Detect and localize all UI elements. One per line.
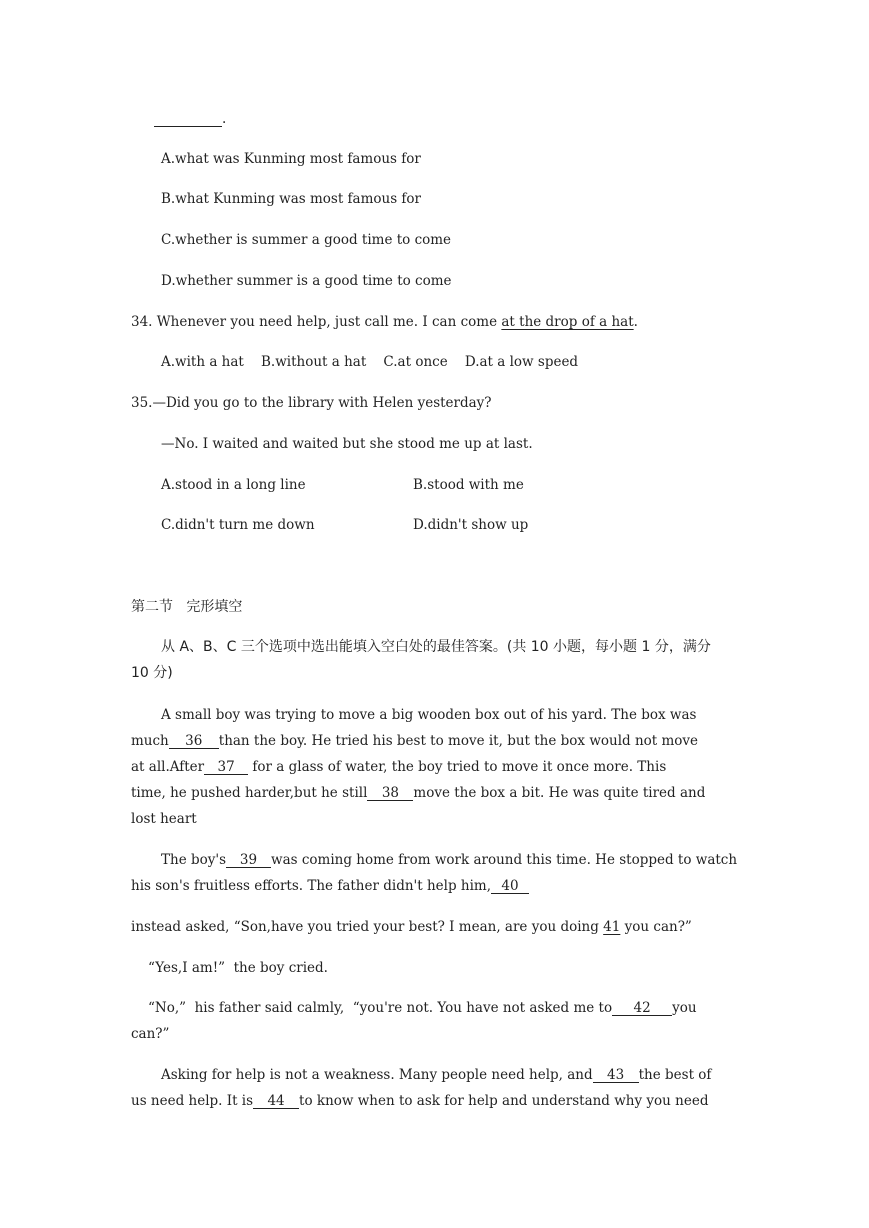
text-segment: for a glass of water, the boy tried to move it once more. This	[248, 759, 667, 775]
cloze-p6-line2	[131, 1092, 708, 1110]
blank-38: 38	[367, 786, 413, 801]
cloze-p1-line3	[131, 758, 666, 776]
section-title: 第二节 完形填空	[131, 599, 243, 615]
q34-suffix: .	[633, 314, 638, 330]
blank-37: 37	[204, 760, 248, 775]
text-segment: The boy's	[161, 852, 227, 868]
text-segment: at all.After	[131, 759, 205, 775]
text-segment: the best of	[638, 1067, 712, 1083]
q33-option-a: A.what was Kunming most famous for	[161, 151, 421, 167]
cloze-p1-line5: lost heart	[131, 811, 197, 827]
q34-stem	[131, 313, 638, 331]
text-segment: you	[672, 1000, 697, 1016]
q35-stem: 35.—Did you go to the library with Helen yesterday?	[131, 395, 492, 411]
text-segment: was coming home from work around this time. He stopped to watch	[271, 852, 738, 868]
text-segment: to know when to ask for help and understand why you need	[299, 1093, 709, 1109]
cloze-p2-line1	[161, 851, 737, 869]
blank-36: 36	[169, 734, 219, 749]
q35-option-c: C.didn't turn me down	[161, 517, 315, 533]
blank-40: 40	[491, 879, 529, 894]
section-instructions-cont: 10 分)	[131, 665, 173, 681]
text-segment: you can?”	[620, 919, 692, 935]
text-segment: his son's fruitless efforts. The father didn't help him,	[131, 878, 491, 894]
text-segment: than the boy. He tried his best to move it, but the box would not move	[218, 733, 699, 749]
blank-44: 44	[253, 1094, 299, 1109]
q33-option-c: C.whether is summer a good time to come	[161, 232, 452, 248]
cloze-p4: “Yes,I am!” the boy cried.	[148, 960, 328, 976]
text-segment: instead asked, “Son,have you tried your best? I mean, are you doing	[131, 919, 604, 935]
cloze-p5-line2: can?”	[131, 1026, 170, 1042]
text-segment: move the box a bit. He was quite tired and	[413, 785, 706, 801]
q33-option-b: B.what Kunming was most famous for	[161, 191, 422, 207]
cloze-p5-line1	[148, 999, 697, 1017]
q33-option-d: D.whether summer is a good time to come	[161, 273, 452, 289]
cloze-p2-line2	[131, 877, 529, 895]
q35-option-a: A.stood in a long line	[161, 477, 306, 493]
cloze-p1-line4	[131, 784, 705, 802]
q34-options: A.with a hat B.without a hat C.at once D.at a low speed	[161, 354, 579, 370]
q35-options-row1	[161, 476, 306, 494]
q33-tail: .	[222, 111, 227, 127]
q35-reply: —No. I waited and waited but she stood me up at last.	[161, 436, 533, 452]
q33-answer-line	[154, 110, 226, 128]
blank-43: 43	[593, 1068, 639, 1083]
q34-prefix: 34. Whenever you need help, just call me. I can come	[131, 314, 502, 330]
cloze-p6-line1	[161, 1066, 711, 1084]
q35-option-b: B.stood with me	[413, 477, 524, 493]
q34-underlined-phrase: at the drop of a hat	[501, 314, 634, 330]
text-segment: “No,” his father said calmly, “you're not. You have not asked me to	[148, 1000, 613, 1016]
blank-39: 39	[226, 853, 271, 868]
text-segment: time, he pushed harder,but he still	[131, 785, 368, 801]
text-segment: us need help. It is	[131, 1093, 254, 1109]
blank-42: 42	[612, 1001, 672, 1016]
cloze-p3-line1	[131, 918, 692, 936]
blank-41: 41	[603, 919, 621, 935]
q35-option-d: D.didn't show up	[413, 517, 529, 533]
text-segment: Asking for help is not a weakness. Many people need help, and	[161, 1067, 593, 1083]
section-instructions: 从 A、B、C 三个选项中选出能填入空白处的最佳答案。(共 10 小题，每小题 1 分，满分	[161, 639, 711, 655]
cloze-p1-line2	[131, 732, 698, 750]
text-segment: much	[131, 733, 169, 749]
cloze-p1-line1: A small boy was trying to move a big wooden box out of his yard. The box was	[161, 707, 697, 723]
